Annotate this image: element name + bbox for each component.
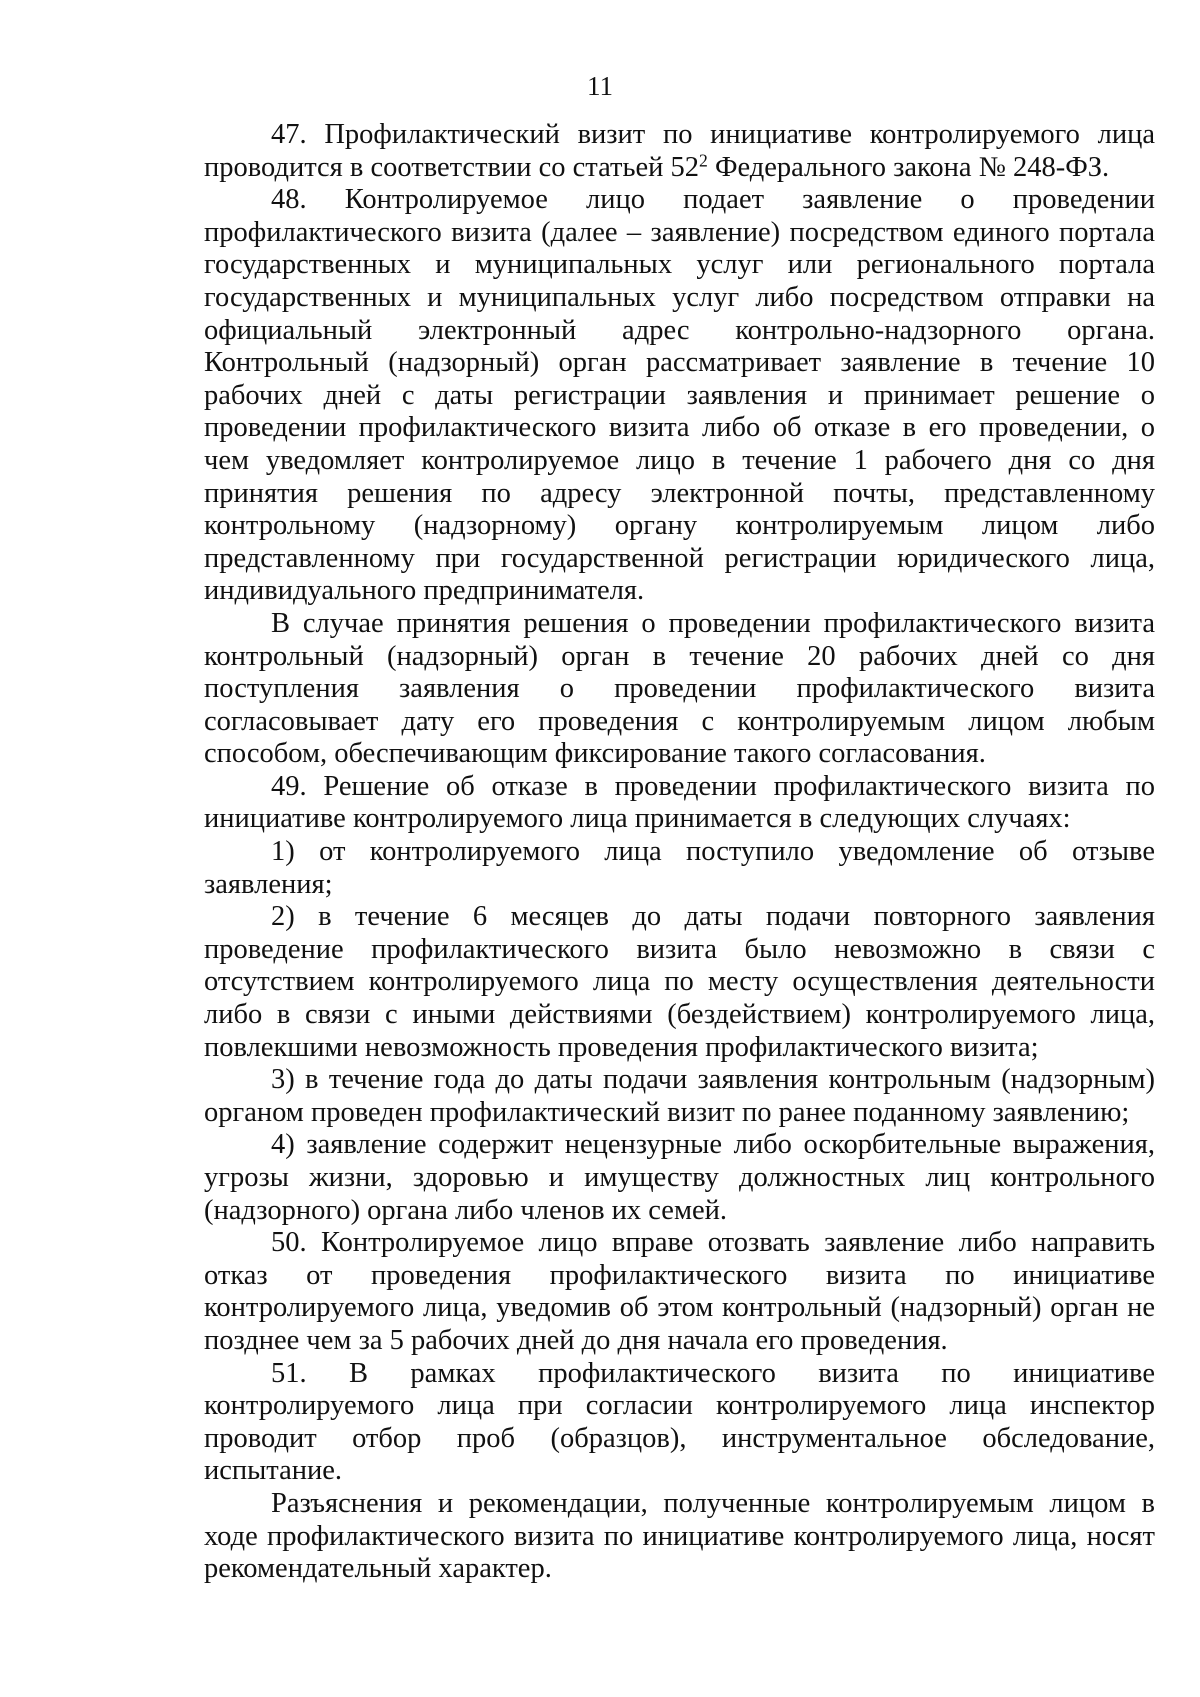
article-superscript: 2 <box>699 149 708 170</box>
paragraph-50: 50. Контролируемое лицо вправе отозвать заявление либо направить отказ от проведения профилактического визита по инициативе контролируемого лица, уведомив об этом контрольный (надзорный) орган не позднее чем за 5 рабочих дней до дня начала его проведения. <box>204 1227 1155 1356</box>
paragraph-49-item-3: 3) в течение года до даты подачи заявления контрольным (надзорным) органом проведен профилактический визит по ранее поданному заявлению; <box>204 1064 1155 1128</box>
paragraph-47-text-end: Федерального закона № 248-ФЗ. <box>707 151 1110 183</box>
paragraph-47-text: 47. Профилактический визит по инициативе контролируемого лица проводится в соответствии со статьей 52 <box>204 119 1155 183</box>
paragraph-51-recommendations: Разъяснения и рекомендации, полученные контролируемым лицом в ходе профилактического визита по инициативе контролируемого лица, носят рекомендательный характер. <box>204 1487 1155 1585</box>
paragraph-48-approval: В случае принятия решения о проведении профилактического визита контрольный (надзорный) орган в течение 20 рабочих дней со дня поступления заявления о проведении профилактического визита согласовывает дату его проведения с контролируемым лицом любым способом, обеспечивающим фиксирование такого согласования. <box>204 607 1155 770</box>
document-body <box>204 119 1155 1586</box>
paragraph-49: 49. Решение об отказе в проведении профилактического визита по инициативе контролируемого лица принимается в следующих случаях: <box>204 770 1155 835</box>
paragraph-49-item-1: 1) от контролируемого лица поступило уведомление об отзыве заявления; <box>204 836 1155 900</box>
paragraph-49-item-4: 4) заявление содержит нецензурные либо оскорбительные выражения, угрозы жизни, здоровью и имуществу должностных лиц контрольного (надзорного) органа либо членов их семей. <box>204 1129 1155 1226</box>
paragraph-51: 51. В рамках профилактического визита по инициативе контролируемого лица при согласии контролируемого лица инспектор проводит отбор проб (образцов), инструментальное обследование, испытание. <box>204 1357 1155 1487</box>
paragraph-49-item-2: 2) в течение 6 месяцев до даты подачи повторного заявления проведение профилактического визита было невозможно в связи с отсутствием контролируемого лица по месту осуществления деятельности либо в связи с иными действиями (бездействием) контролируемого лица, повлекшими невозможность проведения профилактического визита; <box>204 901 1155 1063</box>
paragraph-48: 48. Контролируемое лицо подает заявление о проведении профилактического визита (далее – заявление) посредством единого портала государственных и муниципальных услуг или регионального портала государственных и муниципальных услуг либо посредством отправки на официальный электронный адрес контрольно-надзорного органа. Контрольный (надзорный) орган рассматривает заявление в течение 10 рабочих дней с даты регистрации заявления и принимает решение о проведении профилактического визита либо об отказе в его проведении, о чем уведомляет контролируемое лицо в течение 1 рабочего дня со дня принятия решения по адресу электронной почты, представленному контрольному (надзорному) органу контролируемым лицом либо представленному при государственной регистрации юридического лица, индивидуального предпринимателя. <box>204 184 1155 607</box>
page-number: 11 <box>587 71 613 101</box>
paragraph-47 <box>204 119 1155 184</box>
